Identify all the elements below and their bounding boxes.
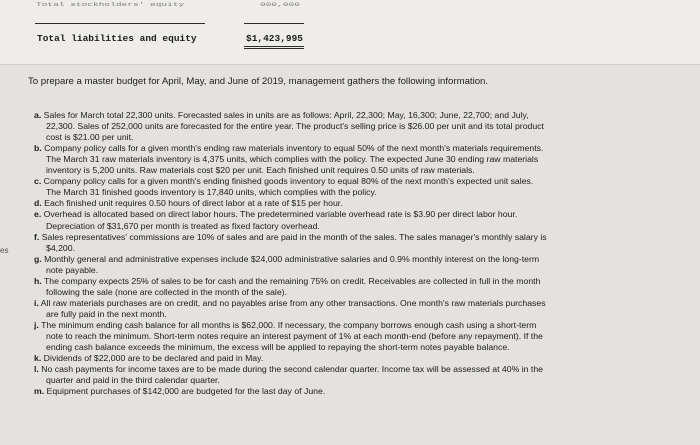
requirement-line: [34, 176, 533, 187]
requirement-text: The minimum ending cash balance for all months is $62,000. If necessary, the company borrows enough cash using a short-term: [38, 319, 537, 330]
cut-row-label: Total stockholders' equity: [36, 1, 185, 8]
total-liabilities-value: $1,423,995: [246, 33, 304, 44]
requirement-line: 22,300. Sales of 252,000 units are forecasted for the entire year. The product's selling price is $26.00 per unit and its total product: [46, 121, 544, 132]
section-divider: [0, 64, 700, 65]
requirement-line: [34, 232, 547, 243]
margin-fragment: es: [0, 246, 9, 255]
cut-row-value: 000,000: [260, 1, 300, 8]
requirement-text: The company expects 25% of sales to be for cash and the remaining 75% on credit. Receivables are collected in full in the month: [41, 275, 541, 286]
requirement-line: The March 31 raw materials inventory is 4,375 units, which complies with the policy. The expected June 30 ending raw materials: [46, 154, 539, 165]
requirement-text: No cash payments for income taxes are to be made during the second calendar quarter. Income tax will be assessed at 40% in the: [38, 364, 543, 375]
requirement-text: Dividends of $22,000 are to be declared and paid in May.: [41, 353, 264, 364]
requirement-line: The March 31 finished goods inventory is 17,840 units, which complies with the policy.: [46, 187, 377, 198]
intro-text: To prepare a master budget for April, May, and June of 2019, management gathers the following information.: [28, 76, 489, 87]
requirement-label: d.: [34, 198, 42, 209]
requirement-line: [34, 386, 325, 397]
label-underline: [35, 23, 205, 24]
total-liabilities-label: Total liabilities and equity: [37, 33, 197, 44]
requirement-text: Sales representatives' commissions are 10% of sales and are paid in the month of the sales. The sales manager's monthly salary is: [39, 231, 547, 242]
requirement-line: [34, 198, 343, 209]
requirement-text: Monthly general and administrative expenses include $24,000 administrative salaries and 0.9% monthly interest on the long-term: [41, 253, 540, 264]
requirement-label: b.: [34, 143, 42, 154]
requirement-label: k.: [34, 353, 42, 364]
requirement-text: Company policy calls for a given month's ending finished goods inventory to equal 80% of the next month's expected unit sales.: [41, 176, 534, 187]
requirement-line: [34, 110, 529, 121]
requirement-line: $4,200.: [46, 242, 75, 253]
requirement-line: are fully paid in the next month.: [46, 308, 167, 319]
requirement-line: [34, 143, 543, 154]
requirement-line: [34, 254, 539, 265]
requirement-text: Sales for March total 22,300 units. Forecasted sales in units are as follows: April, 22,300; May, 16,300; June, 22,700; and July,: [41, 110, 529, 120]
requirement-line: inventory is 5,200 units. Raw materials cost $20 per unit. Each finished unit requires 0.50 units of raw materials.: [46, 165, 475, 176]
requirement-line: quarter and paid in the third calendar quarter.: [46, 375, 220, 386]
requirement-label: f.: [34, 231, 40, 242]
requirement-line: note payable.: [46, 264, 99, 275]
requirement-label: g.: [34, 253, 42, 264]
requirement-line: ending cash balance exceeds the minimum, the excess will be applied to repaying the short-term notes payable balance.: [46, 342, 510, 353]
value-underline: [244, 23, 304, 24]
total-double-rule: [244, 46, 304, 49]
requirement-label: e.: [34, 209, 42, 220]
requirement-text: All raw materials purchases are on credit, and no payables arise from any other transactions. One month's raw materials purchases: [38, 297, 546, 308]
requirement-line: Depreciation of $31,670 per month is treated as fixed factory overhead.: [46, 220, 320, 231]
requirement-text: Company policy calls for a given month's ending raw materials inventory to equal 50% of the next month's materials requirements.: [41, 143, 544, 154]
requirement-label: m.: [34, 386, 45, 397]
requirement-line: [34, 298, 546, 309]
requirement-line: [34, 276, 540, 287]
requirement-label: c.: [34, 176, 42, 187]
requirement-line: [34, 364, 543, 375]
requirement-label: l.: [34, 364, 39, 375]
requirement-label: i.: [34, 297, 39, 308]
requirement-line: following the sale (none are collected in the month of the sale).: [46, 286, 287, 297]
requirement-line: cost is $21.00 per unit.: [46, 132, 134, 143]
requirement-label: h.: [34, 275, 42, 286]
requirement-text: Equipment purchases of $142,000 are budgeted for the last day of June.: [44, 386, 326, 397]
requirement-text: Overhead is allocated based on direct labor hours. The predetermined variable overhead rate is $3.90 per direct labor hour.: [41, 209, 518, 220]
requirement-line: [34, 353, 263, 364]
balance-sheet-section: [0, 0, 700, 64]
requirement-line: [34, 320, 536, 331]
requirement-label: j.: [34, 319, 39, 330]
requirement-line: [34, 209, 517, 220]
requirement-text: Each finished unit requires 0.50 hours of direct labor at a rate of $15 per hour.: [41, 198, 343, 209]
requirement-label: a.: [34, 110, 42, 120]
requirement-line: note to reach the minimum. Short-term notes require an interest payment of 1% at each month-end (before any repayment). If the: [46, 331, 543, 341]
